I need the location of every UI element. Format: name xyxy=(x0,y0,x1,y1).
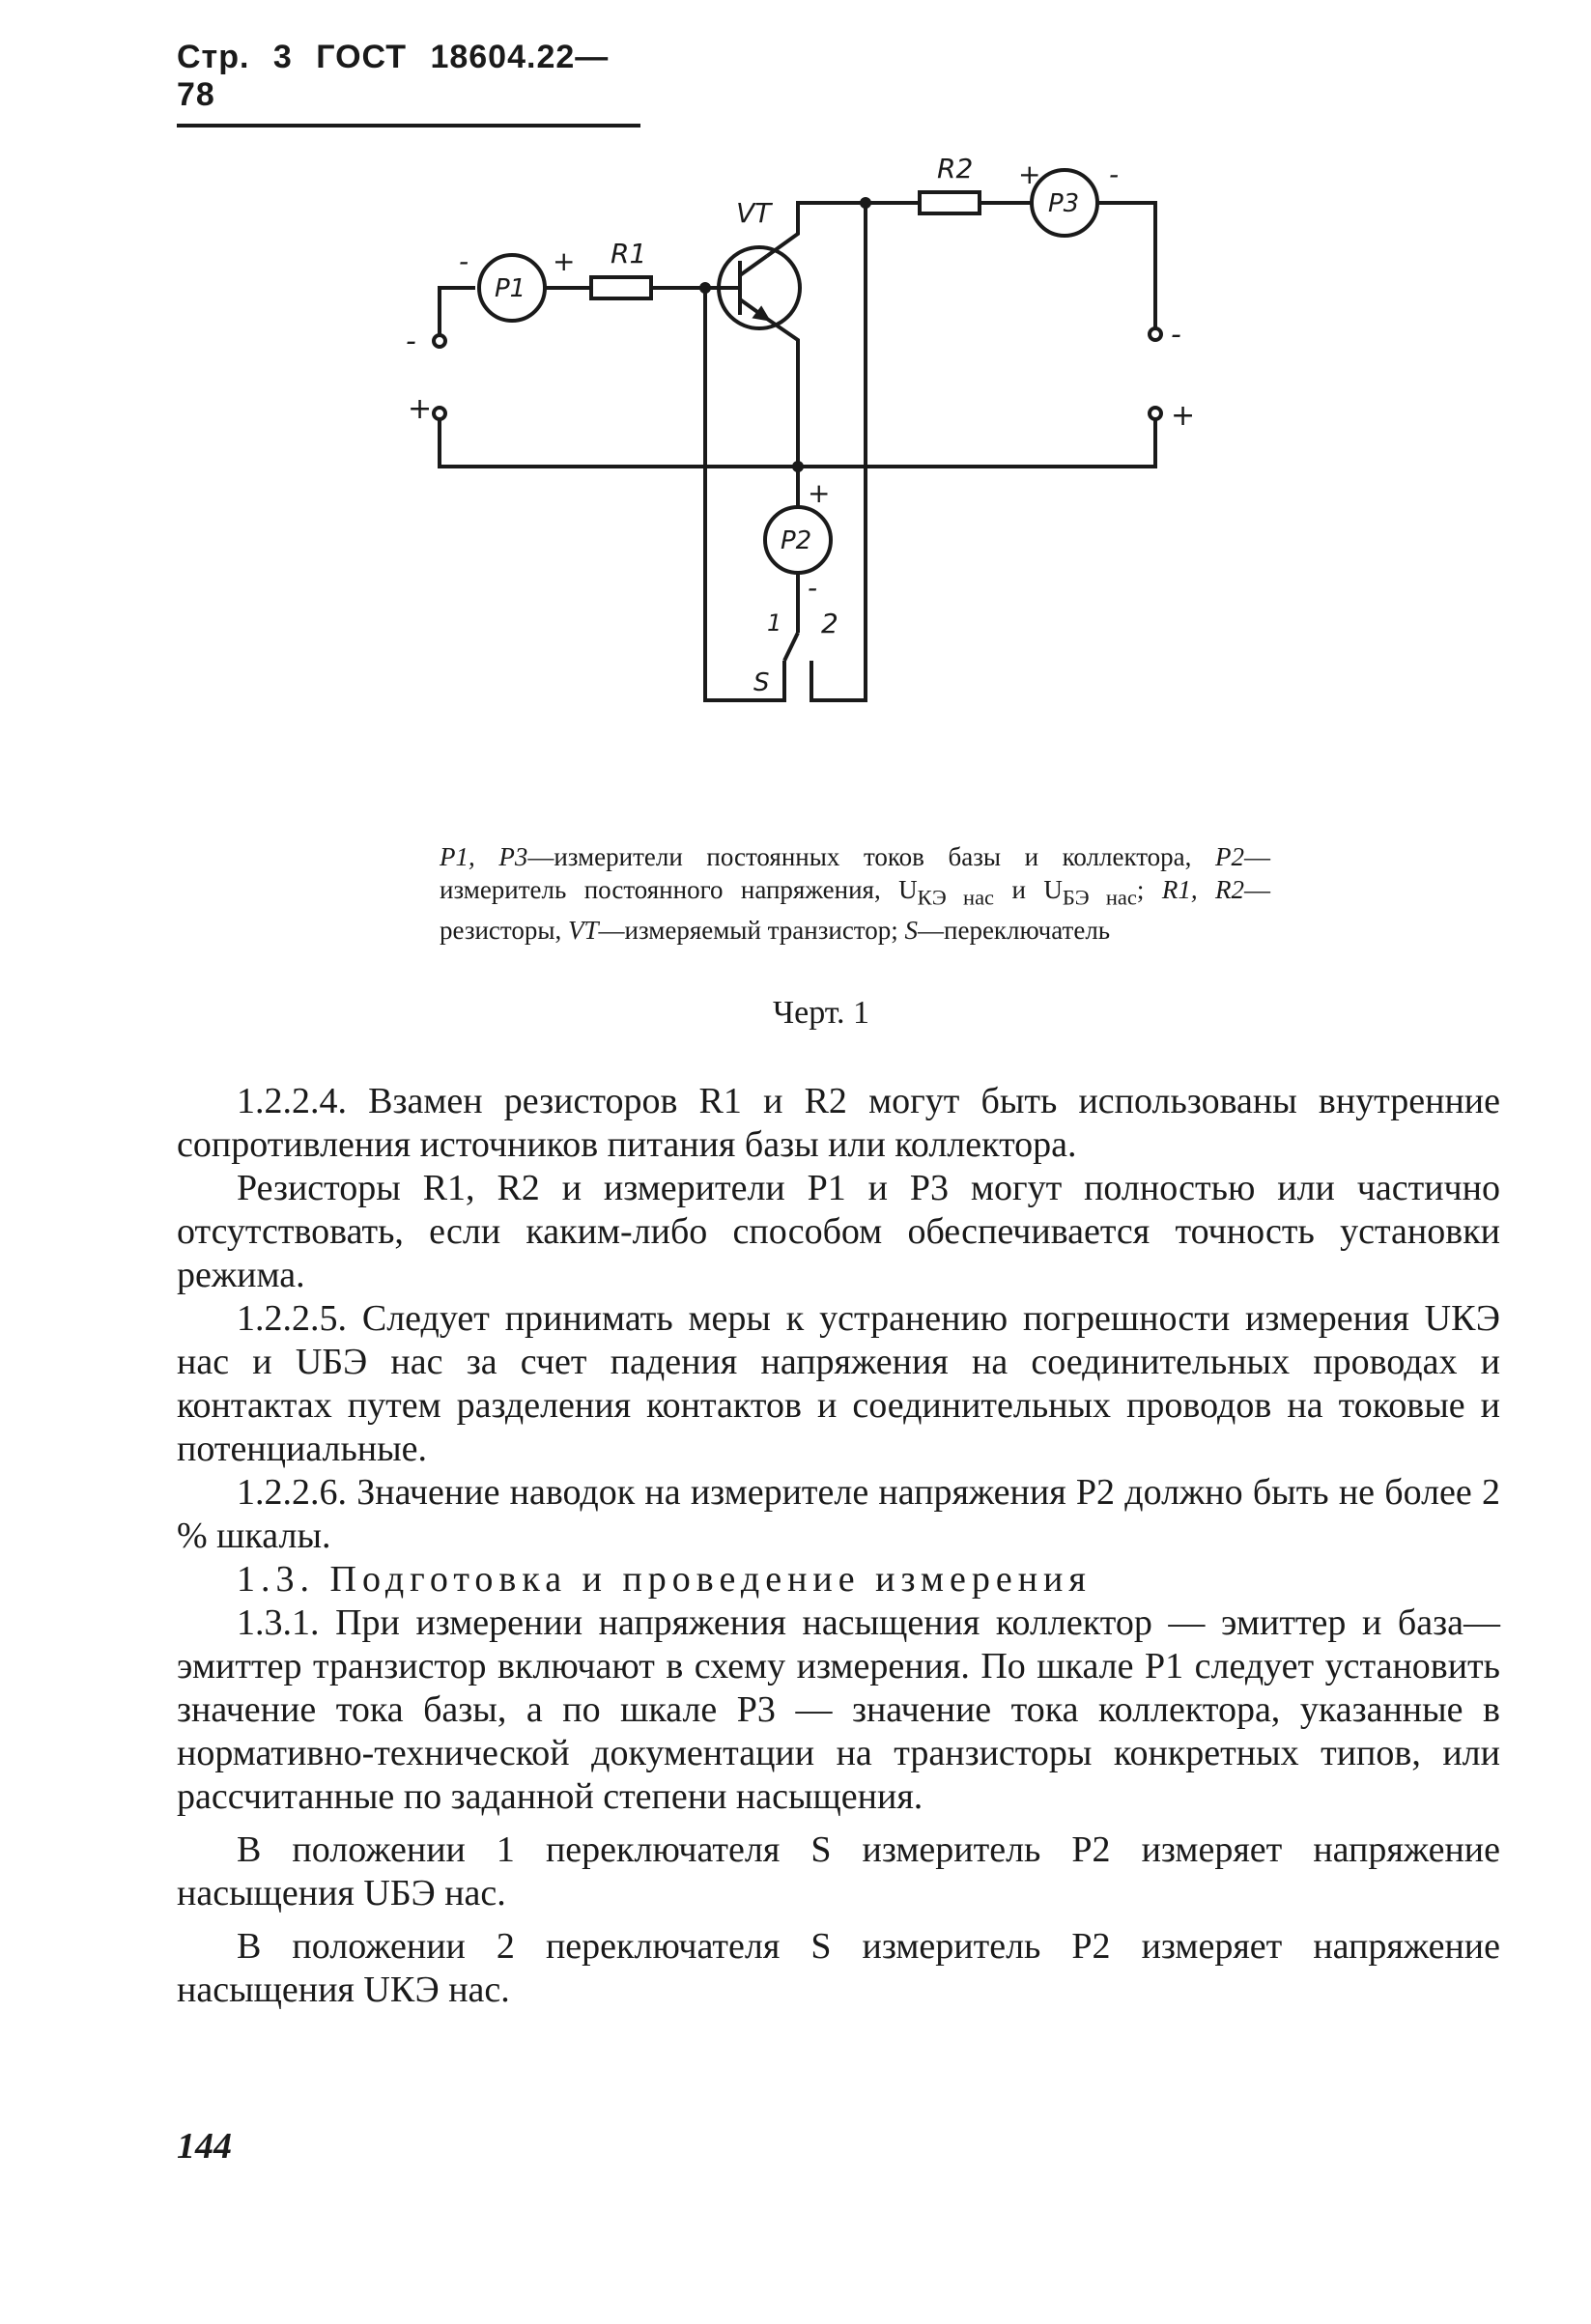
caption-sub-ke: КЭ нас xyxy=(917,885,995,910)
label-p2: P2 xyxy=(781,526,812,555)
figure-label: Черт. 1 xyxy=(773,995,870,1031)
terminal-plus-left xyxy=(434,408,445,419)
wire-switch-base xyxy=(705,288,784,700)
label-vt: VT xyxy=(736,197,772,229)
switch-s-blade xyxy=(784,633,798,661)
paragraph-1-2-2-4: 1.2.2.4. Взамен резисторов R1 и R2 могут быть использованы внутренние сопротивления источников питания базы или коллектора. xyxy=(177,1081,1500,1165)
circuit-diagram xyxy=(386,145,1236,802)
caption-vt: VT xyxy=(568,916,599,946)
caption-text-3: и U xyxy=(994,875,1063,904)
wire-left-top xyxy=(440,288,475,335)
terminal-plus-right xyxy=(1150,408,1161,419)
label-plus-right: + xyxy=(1171,399,1196,433)
page-number: 144 xyxy=(177,2126,232,2167)
vt-collector-lead xyxy=(740,256,767,275)
caption-text-7: —переключатель xyxy=(918,916,1111,946)
label-p3: P3 xyxy=(1048,189,1080,218)
wire-switch-collector xyxy=(811,203,866,700)
standard-code: 18604.22—78 xyxy=(177,39,610,113)
caption-r1-r2: R1, R2 xyxy=(1161,875,1244,904)
label-s: S xyxy=(753,668,770,697)
paragraph-resistors: Резисторы R1, R2 и измерители P1 и P3 могут полностью или частично отсутствовать, если каким-либо способом обеспечивается точность установки режима. xyxy=(177,1168,1500,1295)
caption-p2: P2 xyxy=(1214,842,1244,871)
caption-text-6: —измеряемый транзистор; xyxy=(598,916,905,946)
caption-text-5: —резисторы, xyxy=(440,875,1270,946)
switch-pos-2: 2 xyxy=(821,608,838,639)
page-label: Стр. xyxy=(177,39,250,75)
body-text xyxy=(177,1080,1500,2012)
label-minus-left: - xyxy=(406,325,416,358)
label-p1: P1 xyxy=(495,274,526,303)
p2-minus: - xyxy=(808,572,818,604)
label-r1: R1 xyxy=(611,238,647,269)
p1-minus: - xyxy=(459,245,469,277)
label-r2: R2 xyxy=(937,153,974,184)
caption-sub-be: БЭ нас xyxy=(1062,885,1137,910)
caption-text-2: —измеритель постоянного напряжения, U xyxy=(440,842,1270,904)
caption-p1-p3: P1, P3 xyxy=(440,842,528,871)
label-plus-left: + xyxy=(408,392,433,426)
p3-plus: + xyxy=(1018,158,1041,190)
paragraph-1-2-2-5: 1.2.2.5. Следует принимать меры к устранению погрешности измерения UКЭ нас и UБЭ нас за счет падения напряжения на соединительных проводах и контактах путем разделения контактов и соединительных проводов на токовые и потенциальные. xyxy=(177,1298,1500,1469)
paragraph-1-3-1: 1.3.1. При измерении напряжения насыщения коллектор — эмиттер и база—эмиттер транзистор включают в схему измерения. По шкале P1 следует установить значение тока базы, а по шкале P3 — значение тока коллектора, указанные в нормативно-технической документации на транзисторы конкретных типов, или рассчитанные по заданной степени насыщения. xyxy=(177,1602,1500,1817)
p3-minus: - xyxy=(1109,158,1120,190)
wire-collector xyxy=(767,203,866,256)
page-header xyxy=(177,39,640,128)
caption-text-4: ; xyxy=(1136,875,1162,904)
label-minus-right: - xyxy=(1171,318,1181,352)
caption-s: S xyxy=(904,916,919,946)
standard-label: ГОСТ xyxy=(316,39,407,75)
page-num: 3 xyxy=(272,39,293,75)
terminal-minus-right xyxy=(1150,328,1161,340)
wire-right-top xyxy=(1097,203,1155,328)
section-heading-1-3: 1.3. Подготовка и проведение измерения xyxy=(237,1559,1092,1600)
paragraph-position-2: В положении 2 переключателя S измеритель P2 измеряет напряжение насыщения UКЭ нас. xyxy=(177,1926,1500,2010)
switch-pos-1: 1 xyxy=(767,609,782,637)
terminal-minus-left xyxy=(434,335,445,347)
paragraph-position-1: В положении 1 переключателя S измеритель P2 измеряет напряжение насыщения UБЭ нас. xyxy=(177,1829,1500,1913)
p2-plus: + xyxy=(808,477,831,509)
wire-emitter xyxy=(767,319,798,401)
figure-caption xyxy=(440,840,1270,947)
resistor-r1 xyxy=(591,277,651,298)
caption-text-1: —измерители постоянных токов базы и коллектора, xyxy=(527,842,1215,871)
resistor-r2 xyxy=(920,192,980,213)
p1-plus: + xyxy=(553,245,576,277)
paragraph-1-2-2-6: 1.2.2.6. Значение наводок на измерителе напряжения P2 должно быть не более 2 % шкалы. xyxy=(177,1472,1500,1556)
